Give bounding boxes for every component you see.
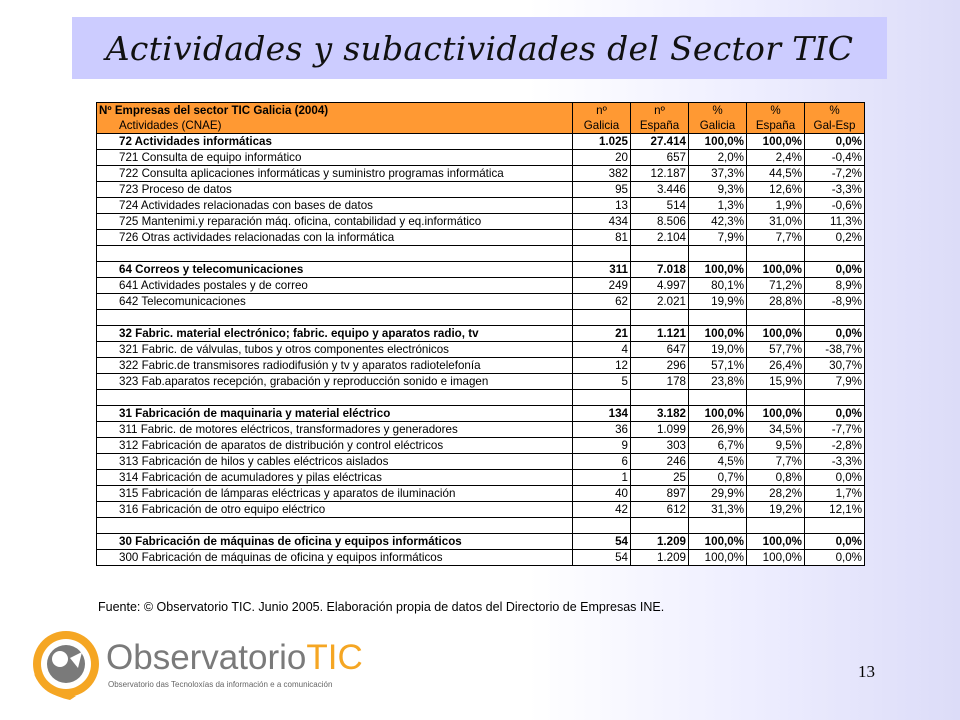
value-cell: 657 xyxy=(631,150,689,166)
value-cell: 23,8% xyxy=(689,374,747,390)
value-cell: 296 xyxy=(631,358,689,374)
value-cell: 42 xyxy=(573,502,631,518)
table-row xyxy=(97,550,865,566)
value-cell: 8.506 xyxy=(631,214,689,230)
activity-cell: 641 Actividades postales y de correo xyxy=(97,278,573,294)
value-cell: 0,0% xyxy=(805,470,865,486)
value-cell xyxy=(747,246,805,262)
value-cell: 26,9% xyxy=(689,422,747,438)
table-row xyxy=(97,374,865,390)
value-cell xyxy=(631,310,689,326)
value-cell: -3,3% xyxy=(805,454,865,470)
sector-tic-table xyxy=(96,102,865,566)
value-cell: 100,0% xyxy=(689,550,747,566)
value-cell: 2,4% xyxy=(747,150,805,166)
value-cell: 44,5% xyxy=(747,166,805,182)
value-cell: -0,6% xyxy=(805,198,865,214)
value-cell: 15,9% xyxy=(747,374,805,390)
table-header-row-1 xyxy=(97,103,865,119)
value-cell: 612 xyxy=(631,502,689,518)
activity-cell: 322 Fabric.de transmisores radiodifusión y tv y aparatos radiotelefonía xyxy=(97,358,573,374)
value-cell: 20 xyxy=(573,150,631,166)
value-cell: 311 xyxy=(573,262,631,278)
value-cell: 0,0% xyxy=(805,326,865,342)
value-cell: 514 xyxy=(631,198,689,214)
value-cell: 1 xyxy=(573,470,631,486)
header-cell: Galicia xyxy=(573,118,631,134)
activity-cell: 64 Correos y telecomunicaciones xyxy=(97,262,573,278)
value-cell: 1.099 xyxy=(631,422,689,438)
table-row xyxy=(97,214,865,230)
value-cell xyxy=(631,390,689,406)
table-row xyxy=(97,470,865,486)
header-cell: nº xyxy=(631,103,689,119)
page-number: 13 xyxy=(858,662,875,681)
value-cell xyxy=(747,310,805,326)
table-row xyxy=(97,230,865,246)
observatorio-tic-logo xyxy=(30,628,363,700)
value-cell: 134 xyxy=(573,406,631,422)
value-cell: 1.209 xyxy=(631,550,689,566)
value-cell: 2.021 xyxy=(631,294,689,310)
activity-cell: 32 Fabric. material electrónico; fabric. equipo y aparatos radio, tv xyxy=(97,326,573,342)
value-cell: 897 xyxy=(631,486,689,502)
value-cell: 12,1% xyxy=(805,502,865,518)
value-cell xyxy=(573,518,631,534)
table-row xyxy=(97,198,865,214)
value-cell: 7,9% xyxy=(689,230,747,246)
value-cell: 0,0% xyxy=(805,406,865,422)
value-cell xyxy=(747,518,805,534)
value-cell xyxy=(689,246,747,262)
logo-tagline: Observatorio das Tecnoloxías da información e a comunicación xyxy=(108,680,333,689)
value-cell: 71,2% xyxy=(747,278,805,294)
value-cell: 0,0% xyxy=(805,134,865,150)
value-cell: 100,0% xyxy=(689,326,747,342)
activity-cell: 722 Consulta aplicaciones informáticas y suministro programas informática xyxy=(97,166,573,182)
value-cell: -2,8% xyxy=(805,438,865,454)
value-cell: 95 xyxy=(573,182,631,198)
value-cell: 382 xyxy=(573,166,631,182)
value-cell: 9,3% xyxy=(689,182,747,198)
value-cell: 7,7% xyxy=(747,454,805,470)
activity-cell: 723 Proceso de datos xyxy=(97,182,573,198)
table-row xyxy=(97,438,865,454)
header-cell: nº xyxy=(573,103,631,119)
activity-cell: 321 Fabric. de válvulas, tubos y otros componentes electrónicos xyxy=(97,342,573,358)
value-cell: 303 xyxy=(631,438,689,454)
value-cell: 19,0% xyxy=(689,342,747,358)
value-cell xyxy=(805,390,865,406)
value-cell: 100,0% xyxy=(689,134,747,150)
value-cell: -0,4% xyxy=(805,150,865,166)
value-cell: 7.018 xyxy=(631,262,689,278)
logo-name xyxy=(106,638,363,678)
value-cell: 100,0% xyxy=(747,262,805,278)
activity-cell: 314 Fabricación de acumuladores y pilas eléctricas xyxy=(97,470,573,486)
table-row xyxy=(97,278,865,294)
value-cell xyxy=(573,246,631,262)
value-cell: 19,9% xyxy=(689,294,747,310)
value-cell: 11,3% xyxy=(805,214,865,230)
value-cell: 42,3% xyxy=(689,214,747,230)
header-cell: Gal-Esp xyxy=(805,118,865,134)
slide-title: Actividades y subactividades del Sector TIC xyxy=(105,28,854,68)
value-cell: 1,9% xyxy=(747,198,805,214)
value-cell: 8,9% xyxy=(805,278,865,294)
value-cell: 12.187 xyxy=(631,166,689,182)
table-row xyxy=(97,182,865,198)
title-banner xyxy=(72,17,887,79)
logo-name-part1: Observatorio xyxy=(106,638,307,677)
value-cell: 100,0% xyxy=(747,406,805,422)
value-cell: 81 xyxy=(573,230,631,246)
value-cell: 100,0% xyxy=(689,406,747,422)
value-cell xyxy=(573,390,631,406)
activity-cell: 312 Fabricación de aparatos de distribución y control eléctricos xyxy=(97,438,573,454)
value-cell: 28,2% xyxy=(747,486,805,502)
value-cell: 9 xyxy=(573,438,631,454)
value-cell: 4.997 xyxy=(631,278,689,294)
value-cell: 29,9% xyxy=(689,486,747,502)
activity-cell: 30 Fabricación de máquinas de oficina y equipos informáticos xyxy=(97,534,573,550)
header-cell: Actividades (CNAE) xyxy=(97,118,573,134)
value-cell: 6,7% xyxy=(689,438,747,454)
table-spacer-row xyxy=(97,246,865,262)
table-spacer-row xyxy=(97,310,865,326)
value-cell: 178 xyxy=(631,374,689,390)
value-cell: 12,6% xyxy=(747,182,805,198)
activity-cell: 300 Fabricación de máquinas de oficina y equipos informáticos xyxy=(97,550,573,566)
activity-cell: 642 Telecomunicaciones xyxy=(97,294,573,310)
value-cell xyxy=(805,246,865,262)
value-cell: 7,7% xyxy=(747,230,805,246)
value-cell: 0,2% xyxy=(805,230,865,246)
value-cell: 34,5% xyxy=(747,422,805,438)
value-cell: 2.104 xyxy=(631,230,689,246)
table-row xyxy=(97,342,865,358)
value-cell: -7,7% xyxy=(805,422,865,438)
value-cell: 13 xyxy=(573,198,631,214)
activity-cell: 72 Actividades informáticas xyxy=(97,134,573,150)
observatorio-tic-logo-icon xyxy=(30,628,102,700)
value-cell: 80,1% xyxy=(689,278,747,294)
header-cell: % xyxy=(747,103,805,119)
value-cell: 3.182 xyxy=(631,406,689,422)
table-row xyxy=(97,486,865,502)
value-cell xyxy=(631,246,689,262)
value-cell: 25 xyxy=(631,470,689,486)
value-cell: 21 xyxy=(573,326,631,342)
value-cell: 54 xyxy=(573,550,631,566)
table-row xyxy=(97,502,865,518)
value-cell: 249 xyxy=(573,278,631,294)
value-cell: 6 xyxy=(573,454,631,470)
activity-cell xyxy=(97,390,573,406)
table-row xyxy=(97,422,865,438)
value-cell: -3,3% xyxy=(805,182,865,198)
value-cell: 100,0% xyxy=(689,262,747,278)
value-cell: 246 xyxy=(631,454,689,470)
value-cell xyxy=(689,518,747,534)
value-cell: 54 xyxy=(573,534,631,550)
value-cell: 2,0% xyxy=(689,150,747,166)
value-cell xyxy=(631,518,689,534)
activity-cell: 725 Mantenimi.y reparación máq. oficina, contabilidad y eq.informático xyxy=(97,214,573,230)
value-cell: 62 xyxy=(573,294,631,310)
table-group-row xyxy=(97,326,865,342)
value-cell xyxy=(805,518,865,534)
value-cell: 36 xyxy=(573,422,631,438)
table-spacer-row xyxy=(97,518,865,534)
value-cell xyxy=(805,310,865,326)
value-cell: 0,0% xyxy=(805,262,865,278)
source-note: Fuente: © Observatorio TIC. Junio 2005. Elaboración propia de datos del Directorio de Empresas INE. xyxy=(98,600,665,614)
activity-cell: 726 Otras actividades relacionadas con la informática xyxy=(97,230,573,246)
value-cell: 434 xyxy=(573,214,631,230)
value-cell: 5 xyxy=(573,374,631,390)
value-cell: 1,3% xyxy=(689,198,747,214)
header-cell: % xyxy=(805,103,865,119)
value-cell: -7,2% xyxy=(805,166,865,182)
table-group-row xyxy=(97,534,865,550)
table-row xyxy=(97,166,865,182)
value-cell: 0,0% xyxy=(805,534,865,550)
value-cell: 28,8% xyxy=(747,294,805,310)
header-cell: Galicia xyxy=(689,118,747,134)
value-cell: 30,7% xyxy=(805,358,865,374)
value-cell: 100,0% xyxy=(747,326,805,342)
value-cell: 26,4% xyxy=(747,358,805,374)
activity-cell: 323 Fab.aparatos recepción, grabación y reproducción sonido e imagen xyxy=(97,374,573,390)
header-cell: % xyxy=(689,103,747,119)
value-cell: 31,0% xyxy=(747,214,805,230)
value-cell: 19,2% xyxy=(747,502,805,518)
value-cell xyxy=(689,390,747,406)
value-cell: 57,7% xyxy=(747,342,805,358)
value-cell: 1.209 xyxy=(631,534,689,550)
activity-cell: 316 Fabricación de otro equipo eléctrico xyxy=(97,502,573,518)
table-header-row-2 xyxy=(97,118,865,134)
value-cell: 37,3% xyxy=(689,166,747,182)
value-cell: 0,7% xyxy=(689,470,747,486)
value-cell: -8,9% xyxy=(805,294,865,310)
table-row xyxy=(97,150,865,166)
value-cell: 100,0% xyxy=(747,134,805,150)
value-cell: 3.446 xyxy=(631,182,689,198)
value-cell: 1,7% xyxy=(805,486,865,502)
table-row xyxy=(97,454,865,470)
activity-cell: 313 Fabricación de hilos y cables eléctricos aislados xyxy=(97,454,573,470)
table-group-row xyxy=(97,134,865,150)
table-group-row xyxy=(97,406,865,422)
value-cell xyxy=(747,390,805,406)
value-cell: 4,5% xyxy=(689,454,747,470)
table-row xyxy=(97,294,865,310)
value-cell: 0,8% xyxy=(747,470,805,486)
value-cell: 647 xyxy=(631,342,689,358)
value-cell: 9,5% xyxy=(747,438,805,454)
value-cell: 1.121 xyxy=(631,326,689,342)
activity-cell: 721 Consulta de equipo informático xyxy=(97,150,573,166)
value-cell: 4 xyxy=(573,342,631,358)
activity-cell xyxy=(97,518,573,534)
table-row xyxy=(97,358,865,374)
value-cell: 100,0% xyxy=(689,534,747,550)
value-cell: 40 xyxy=(573,486,631,502)
table-spacer-row xyxy=(97,390,865,406)
activity-cell xyxy=(97,246,573,262)
activity-cell: 724 Actividades relacionadas con bases de datos xyxy=(97,198,573,214)
value-cell: -38,7% xyxy=(805,342,865,358)
value-cell xyxy=(689,310,747,326)
value-cell: 31,3% xyxy=(689,502,747,518)
table-group-row xyxy=(97,262,865,278)
value-cell: 100,0% xyxy=(747,550,805,566)
value-cell: 0,0% xyxy=(805,550,865,566)
value-cell: 57,1% xyxy=(689,358,747,374)
value-cell: 27.414 xyxy=(631,134,689,150)
header-cell: España xyxy=(631,118,689,134)
value-cell: 7,9% xyxy=(805,374,865,390)
value-cell xyxy=(573,310,631,326)
activity-cell: 311 Fabric. de motores eléctricos, transformadores y generadores xyxy=(97,422,573,438)
activity-cell: 315 Fabricación de lámparas eléctricas y aparatos de iluminación xyxy=(97,486,573,502)
logo-name-part2: TIC xyxy=(306,638,363,677)
value-cell: 12 xyxy=(573,358,631,374)
value-cell: 1.025 xyxy=(573,134,631,150)
activity-cell: 31 Fabricación de maquinaria y material eléctrico xyxy=(97,406,573,422)
activity-cell xyxy=(97,310,573,326)
value-cell: 100,0% xyxy=(747,534,805,550)
header-cell: Nº Empresas del sector TIC Galicia (2004) xyxy=(97,103,573,119)
header-cell: España xyxy=(747,118,805,134)
